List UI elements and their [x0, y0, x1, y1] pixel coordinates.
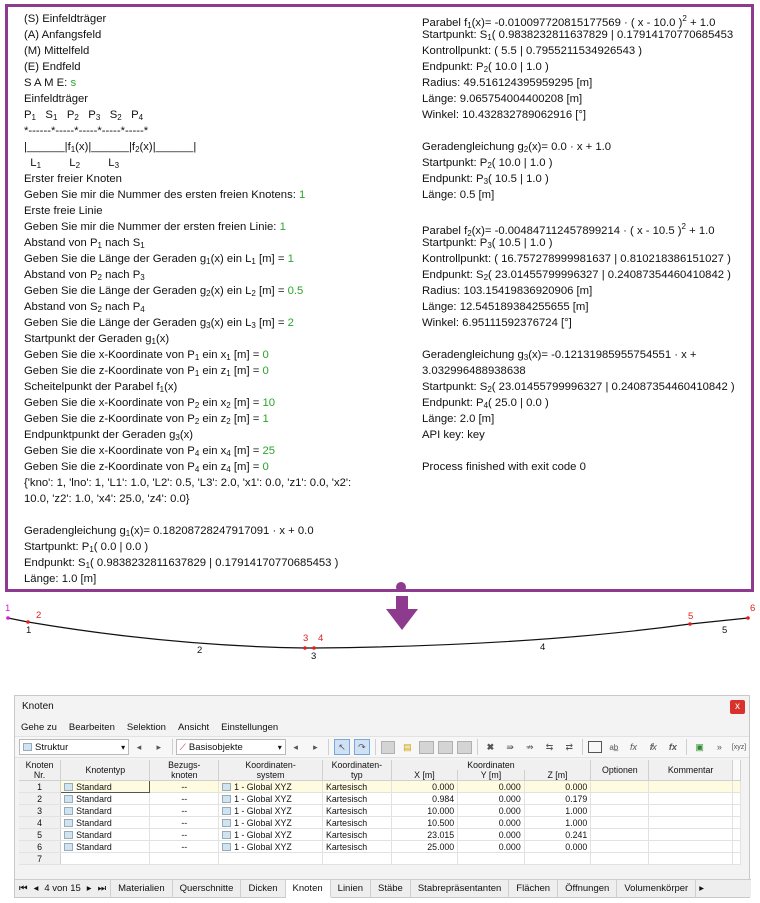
- console-line: Radius: 103.15419836920906 [m]: [422, 285, 593, 297]
- tab-lines[interactable]: Linien: [331, 880, 371, 898]
- row-number: 6: [19, 841, 61, 853]
- console-line: $L_1$ $L_2$ $L_3$: [30, 157, 120, 170]
- console-line: API key: key: [422, 429, 485, 441]
- table-row[interactable]: [19, 781, 741, 793]
- cell-ref[interactable]: --: [150, 829, 219, 841]
- console-line: Endpunkt: $S_2$( 23.01455799996327 | 0.24087354460410842 ): [422, 269, 731, 282]
- cell-ctype[interactable]: [323, 853, 392, 865]
- console-line: Kontrollpunkt: ( 5.5 | 0.7955211534926543 ): [422, 45, 643, 57]
- console-line: Länge: 0.5 [m]: [422, 189, 495, 201]
- col-header-options[interactable]: Optionen: [591, 760, 649, 781]
- cs-color-swatch: [222, 843, 231, 851]
- row-number: 3: [19, 805, 61, 817]
- object-type-combo[interactable]: [176, 739, 286, 755]
- row-number: 4: [19, 817, 61, 829]
- console-line: Geben Sie die z-Koordinate von $P_1$ ein $z_1$ [m] = 0: [24, 365, 269, 378]
- console-line: Erste freie Linie: [24, 205, 103, 217]
- tab-member-representatives[interactable]: Stabrepräsentanten: [411, 880, 509, 898]
- node-marker[interactable]: [6, 616, 10, 620]
- cell-cs[interactable]: 1 - Global XYZ: [219, 829, 323, 841]
- toolbar: [15, 736, 749, 758]
- console-line: S A M E: s: [24, 77, 77, 89]
- select-icon[interactable]: ↖: [334, 739, 350, 755]
- console-line: Länge: 9.065754004400208 [m]: [422, 93, 583, 105]
- console-line: Endpunkt: $P_3$( 10.5 | 1.0 ): [422, 173, 549, 186]
- cell-y[interactable]: 0.000: [458, 817, 525, 829]
- console-line: Abstand von $P_1$ nach $S_1$: [24, 237, 145, 250]
- window-title: Knoten: [22, 701, 54, 712]
- console-line: Winkel: 10.432832789062916 [°]: [422, 109, 587, 121]
- console-line: Startpunkt der Geraden $g_1(x)$: [24, 333, 170, 346]
- cell-comment[interactable]: [649, 853, 732, 865]
- console-line: Geben Sie die x-Koordinate von $P_4$ ein $x_4$ [m] = 25: [24, 445, 276, 458]
- nodes-table: [19, 760, 741, 865]
- prev-page-icon[interactable]: ◂: [33, 883, 39, 894]
- console-line: Winkel: 6.95111592376724 [°]: [422, 317, 572, 329]
- console-line: Länge: 2.0 [m]: [422, 413, 495, 425]
- menu-settings[interactable]: Einstellungen: [221, 721, 279, 733]
- function-edit-icon[interactable]: fx: [668, 742, 677, 752]
- cell-ref[interactable]: [150, 853, 219, 865]
- cell-z[interactable]: 0.000: [524, 781, 591, 793]
- cell-options[interactable]: [591, 817, 649, 829]
- cell-cs[interactable]: 1 - Global XYZ: [219, 817, 323, 829]
- console-line: (A) Anfangsfeld: [24, 29, 102, 41]
- col-header-y[interactable]: Y [m]: [458, 770, 525, 781]
- console-line: Endpunktpunkt der Geraden $g_3(x)$: [24, 429, 194, 442]
- cell-type[interactable]: Standard: [61, 841, 150, 853]
- more-icon[interactable]: »: [716, 742, 722, 752]
- console-left-column: [24, 11, 351, 587]
- console-line: (E) Endfeld: [24, 61, 81, 73]
- node-marker[interactable]: [746, 616, 750, 620]
- col-header-x[interactable]: X [m]: [391, 770, 458, 781]
- console-line: 3.032996488938638: [422, 365, 526, 377]
- console-line: Geradengleichung $g_2(x)= 0.0 \cdot x + 1.0$: [422, 141, 612, 154]
- row-number: 7: [19, 853, 61, 865]
- col-header-cs[interactable]: Koordinaten- system: [219, 760, 323, 781]
- next-page-icon[interactable]: ▸: [86, 883, 92, 894]
- row-number: 1: [19, 781, 61, 793]
- cs-color-swatch: [222, 831, 231, 839]
- node-label: 1: [5, 603, 11, 614]
- delete-row-icon[interactable]: [438, 741, 453, 754]
- type-color-swatch: [64, 843, 73, 851]
- table-row[interactable]: [19, 841, 741, 853]
- cell-y[interactable]: 0.000: [458, 805, 525, 817]
- copy-row-icon[interactable]: [457, 741, 472, 754]
- cell-ctype[interactable]: Kartesisch: [323, 805, 392, 817]
- cell-options[interactable]: [591, 829, 649, 841]
- node-marker[interactable]: [303, 646, 307, 650]
- console-line: {'kno': 1, 'lno': 1, 'L1': 1.0, 'L2': 0.5, 'L3': 2.0, 'x1': 0.0, 'z1': 0.0, 'x2':: [24, 477, 352, 489]
- cell-z[interactable]: 0.179: [524, 793, 591, 805]
- row-number: 5: [19, 829, 61, 841]
- units-icon[interactable]: [xyz]: [731, 743, 747, 751]
- row-number: 2: [19, 793, 61, 805]
- connector-dot: [396, 582, 406, 592]
- cell-z[interactable]: 0.241: [524, 829, 591, 841]
- cell-ctype[interactable]: Kartesisch: [323, 817, 392, 829]
- cell-type[interactable]: Standard: [61, 829, 150, 841]
- first-page-icon[interactable]: ⏮: [19, 883, 28, 894]
- console-line: Länge: 12.545189384255655 [m]: [422, 301, 589, 313]
- table-row[interactable]: [19, 853, 741, 865]
- type-color-swatch: [64, 807, 73, 815]
- cell-type[interactable]: Standard: [61, 805, 150, 817]
- console-output-panel: [5, 4, 754, 592]
- console-line: Startpunkt: $S_1$( 0.9838232811637829 | 0.17914170770685453: [422, 29, 734, 42]
- console-line: Einfeldträger: [24, 93, 89, 105]
- next-arrow-icon[interactable]: ▸: [156, 741, 162, 752]
- console-line: Geben Sie mir die Nummer der ersten freien Linie: 1: [24, 221, 286, 233]
- cell-x[interactable]: 0.984: [391, 793, 458, 805]
- cell-ctype[interactable]: Kartesisch: [323, 841, 392, 853]
- console-line: 10.0, 'z2': 1.0, 'x4': 25.0, 'z4': 0.0}: [24, 493, 190, 505]
- console-line: Radius: 49.516124395959295 [m]: [422, 77, 593, 89]
- cell-cs[interactable]: 1 - Global XYZ: [219, 841, 323, 853]
- cell-ctype[interactable]: Kartesisch: [323, 781, 392, 793]
- cell-x[interactable]: 25.000: [391, 841, 458, 853]
- console-line: Process finished with exit code 0: [422, 461, 586, 473]
- cell-ref[interactable]: --: [150, 793, 219, 805]
- cell-options[interactable]: [591, 781, 649, 793]
- chevron-down-icon: ▾: [121, 742, 126, 752]
- console-line: Geben Sie die z-Koordinate von $P_2$ ein $z_2$ [m] = 1: [24, 413, 269, 426]
- console-line: Abstand von $S_2$ nach $P_4$: [24, 301, 145, 314]
- table-row[interactable]: [19, 793, 741, 805]
- console-line: (S) Einfeldträger: [24, 13, 107, 25]
- console-line: Geben Sie die x-Koordinate von $P_2$ ein $x_2$ [m] = 10: [24, 397, 276, 410]
- console-line: Endpunkt: $P_2$( 10.0 | 1.0 ): [422, 61, 549, 74]
- console-line: Endpunkt: $P_4$( 25.0 | 0.0 ): [422, 397, 549, 410]
- console-line: Geben Sie die z-Koordinate von $P_4$ ein $z_4$ [m] = 0: [24, 461, 269, 474]
- col-header-ctype[interactable]: Koordinaten- typ: [323, 760, 392, 781]
- col-header-type[interactable]: Knotentyp: [61, 760, 150, 781]
- node-label: 4: [318, 633, 324, 644]
- cell-z[interactable]: 0.000: [524, 841, 591, 853]
- console-line: Geben Sie die Länge der Geraden $g_3(x)$ ein $L_3$ [m] = 2: [24, 317, 294, 330]
- window-icon[interactable]: [588, 741, 602, 753]
- col-header-z[interactable]: Z [m]: [524, 770, 591, 781]
- line-label: 4: [540, 642, 546, 653]
- cell-options[interactable]: [591, 805, 649, 817]
- line-label: 3: [311, 651, 317, 662]
- cell-comment[interactable]: [649, 793, 732, 805]
- console-line: Geben Sie die Länge der Geraden $g_2(x)$ ein $L_2$ [m] = 0.5: [24, 285, 304, 298]
- cell-type[interactable]: [61, 853, 150, 865]
- cs-color-swatch: [222, 783, 231, 791]
- line-label: 5: [722, 625, 728, 636]
- structure-combo[interactable]: [19, 739, 129, 755]
- tab-nodes[interactable]: Knoten: [286, 880, 331, 898]
- user-input-value: s: [70, 77, 77, 89]
- table-row[interactable]: [19, 829, 741, 841]
- node-label: 2: [36, 610, 42, 621]
- filter-icon[interactable]: ⇛: [506, 741, 514, 752]
- cell-comment[interactable]: [649, 805, 732, 817]
- close-button[interactable]: x: [730, 700, 745, 714]
- col-header-coords: Koordinaten: [391, 760, 591, 770]
- lasso-icon[interactable]: ↷: [354, 739, 370, 755]
- console-line: Geben Sie mir die Nummer des ersten freien Knotens: 1: [24, 189, 306, 201]
- cell-cs[interactable]: [219, 853, 323, 865]
- console-line: Geben Sie die Länge der Geraden $g_1(x)$ ein $L_1$ [m] = 1: [24, 253, 294, 266]
- table-row[interactable]: [19, 805, 741, 817]
- beam-line: [8, 618, 748, 648]
- prev-arrow-icon[interactable]: ◂: [293, 741, 298, 752]
- table-icon[interactable]: [381, 741, 396, 754]
- type-color-swatch: [64, 783, 73, 791]
- cell-x[interactable]: 0.000: [391, 781, 458, 793]
- console-line: (M) Mittelfeld: [24, 45, 90, 57]
- cell-options[interactable]: [591, 841, 649, 853]
- cs-color-swatch: [222, 807, 231, 815]
- cell-y[interactable]: [458, 853, 525, 865]
- last-page-icon[interactable]: ⏭: [97, 883, 107, 894]
- clear-filter-icon[interactable]: ⇏: [526, 741, 534, 752]
- cell-z[interactable]: [524, 853, 591, 865]
- cell-y[interactable]: 0.000: [458, 781, 525, 793]
- delete-icon[interactable]: ✖: [486, 741, 495, 752]
- type-color-swatch: [64, 831, 73, 839]
- console-line: Parabel $f_1(x)= -0.010097720815177569$ · ( x - 10.0 )$^2$ + 1.0: [422, 14, 716, 30]
- cell-options[interactable]: [591, 793, 649, 805]
- tab-openings[interactable]: Öffnungen: [558, 880, 617, 898]
- console-line: $|\_\_\_\_\_\_|f_1(x)|\_\_\_\_\_\_|f_2(x)|\_\_\_\_\_\_|$: [24, 141, 197, 154]
- tab-members[interactable]: Stäbe: [371, 880, 411, 898]
- next-arrow-icon[interactable]: ▸: [313, 741, 318, 752]
- line-label: 2: [197, 645, 203, 656]
- node-label: 6: [750, 603, 756, 614]
- console-line: Startpunkt: $P_2$( 10.0 | 1.0 ): [422, 157, 553, 170]
- menu-goto[interactable]: Gehe zu: [21, 721, 57, 733]
- console-right-column: [422, 11, 735, 475]
- node-marker[interactable]: [312, 646, 316, 650]
- node-marker[interactable]: [26, 620, 30, 624]
- cell-options[interactable]: [591, 853, 649, 865]
- nodes-table-window: [14, 695, 750, 898]
- console-line: Geradengleichung $g_1(x)= 0.18208728247917091 \cdot x + 0.0$: [24, 525, 314, 538]
- window-titlebar: [15, 696, 749, 718]
- cell-x[interactable]: 23.015: [391, 829, 458, 841]
- cell-z[interactable]: 1.000: [524, 805, 591, 817]
- console-line: *------*-----*-----*-----*-----*: [24, 125, 149, 137]
- structure-combo-value: Struktur: [35, 741, 69, 753]
- insert-row-icon[interactable]: [419, 741, 434, 754]
- cell-y[interactable]: 0.000: [458, 829, 525, 841]
- console-line: Länge: 1.0 [m]: [24, 573, 97, 585]
- col-header-comment[interactable]: Kommentar: [649, 760, 732, 781]
- cell-y[interactable]: 0.000: [458, 841, 525, 853]
- console-line: Erster freier Knoten: [24, 173, 122, 185]
- cell-comment[interactable]: [649, 817, 732, 829]
- cell-ref[interactable]: --: [150, 805, 219, 817]
- cell-comment[interactable]: [649, 781, 732, 793]
- cell-type[interactable]: Standard: [61, 817, 150, 829]
- cell-ctype[interactable]: Kartesisch: [323, 829, 392, 841]
- structure-icon: [23, 743, 32, 751]
- function-icon[interactable]: fx: [629, 742, 637, 752]
- node-label: 5: [688, 611, 694, 622]
- cs-color-swatch: [222, 795, 231, 803]
- console-line: Startpunkt: $S_2$( 23.01455799996327 | 0.24087354460410842 ): [422, 381, 735, 394]
- basic-objects-icon: ⟋: [179, 741, 186, 752]
- sort-icon[interactable]: ⇆: [545, 741, 554, 752]
- tabs-scroll-right-icon[interactable]: ▸: [699, 883, 704, 894]
- cell-type[interactable]: Standard: [61, 793, 150, 805]
- cell-comment[interactable]: [649, 841, 732, 853]
- cell-cs[interactable]: 1 - Global XYZ: [219, 793, 323, 805]
- chevron-down-icon: ▾: [277, 742, 282, 752]
- tab-materials[interactable]: Materialien: [111, 880, 172, 898]
- node-marker[interactable]: [688, 622, 692, 626]
- beam-structure-view: [0, 600, 760, 680]
- console-line: Kontrollpunkt: ( 16.757278999981637 | 0.810218386151027 ): [422, 253, 731, 265]
- menu-selection[interactable]: Selektion: [126, 721, 166, 733]
- menu-bar: [15, 718, 749, 736]
- cell-z[interactable]: 1.000: [524, 817, 591, 829]
- console-line: Scheitelpunkt der Parabel $f_1(x)$: [24, 381, 178, 394]
- cell-ref[interactable]: --: [150, 781, 219, 793]
- console-line: Geradengleichung $g_3(x)= -0.12131985955754551 \cdot x$ +: [422, 349, 697, 362]
- object-type-combo-value: Basisobjekte: [188, 741, 243, 753]
- col-header-ref[interactable]: Bezugs- knoten: [150, 760, 219, 781]
- prev-arrow-icon[interactable]: ◂: [136, 741, 142, 752]
- sort-reverse-icon[interactable]: ⇄: [565, 741, 574, 752]
- table-tabs: [15, 879, 751, 897]
- table-row[interactable]: [19, 817, 741, 829]
- tab-thicknesses[interactable]: Dicken: [241, 880, 285, 898]
- console-line: Parabel $f_2(x)= -0.004847112457899214$ · ( x - 10.5 )$^2$ + 1.0: [422, 222, 715, 238]
- scrollbar[interactable]: [732, 760, 740, 781]
- menu-edit[interactable]: Bearbeiten: [68, 721, 115, 733]
- type-color-swatch: [64, 819, 73, 827]
- cell-cs[interactable]: 1 - Global XYZ: [219, 781, 323, 793]
- node-label: 3: [303, 633, 309, 644]
- cell-y[interactable]: 0.000: [458, 793, 525, 805]
- console-line: Startpunkt: $P_3$( 10.5 | 1.0 ): [422, 237, 553, 250]
- type-color-swatch: [64, 795, 73, 803]
- tab-surfaces[interactable]: Flächen: [509, 880, 558, 898]
- cell-cs[interactable]: 1 - Global XYZ: [219, 805, 323, 817]
- cell-x[interactable]: [391, 853, 458, 865]
- cell-comment[interactable]: [649, 829, 732, 841]
- folder-icon[interactable]: ▤: [403, 741, 412, 752]
- cell-x[interactable]: 10.500: [391, 817, 458, 829]
- console-line: Abstand von $P_2$ nach $P_3$: [24, 269, 145, 282]
- export-icon[interactable]: ▣: [695, 741, 704, 752]
- cell-x[interactable]: 10.000: [391, 805, 458, 817]
- page-indicator: 4 von 15: [44, 883, 81, 894]
- console-line: $P_1$ $S_1$ $P_2$ $P_3$ $S_2$ $P_4$: [24, 109, 144, 122]
- line-label: 1: [26, 625, 32, 636]
- cell-ref[interactable]: --: [150, 817, 219, 829]
- cell-ref[interactable]: --: [150, 841, 219, 853]
- abc-format-icon[interactable]: ab̲: [609, 742, 619, 752]
- console-line: Startpunkt: $P_1$( 0.0 | 0.0 ): [24, 541, 149, 554]
- col-header-no[interactable]: Knoten Nr.: [19, 760, 61, 781]
- tab-solids[interactable]: Volumenkörper: [617, 880, 696, 898]
- menu-view[interactable]: Ansicht: [177, 721, 210, 733]
- console-line: Endpunkt: $S_1$( 0.9838232811637829 | 0.17914170770685453 ): [24, 557, 339, 570]
- tab-sections[interactable]: Querschnitte: [173, 880, 242, 898]
- cell-type[interactable]: Standard: [61, 781, 150, 793]
- cell-ctype[interactable]: Kartesisch: [323, 793, 392, 805]
- function-clear-icon[interactable]: f̸x: [649, 742, 657, 752]
- console-line: Geben Sie die x-Koordinate von $P_1$ ein $x_1$ [m] = 0: [24, 349, 269, 362]
- cs-color-swatch: [222, 819, 231, 827]
